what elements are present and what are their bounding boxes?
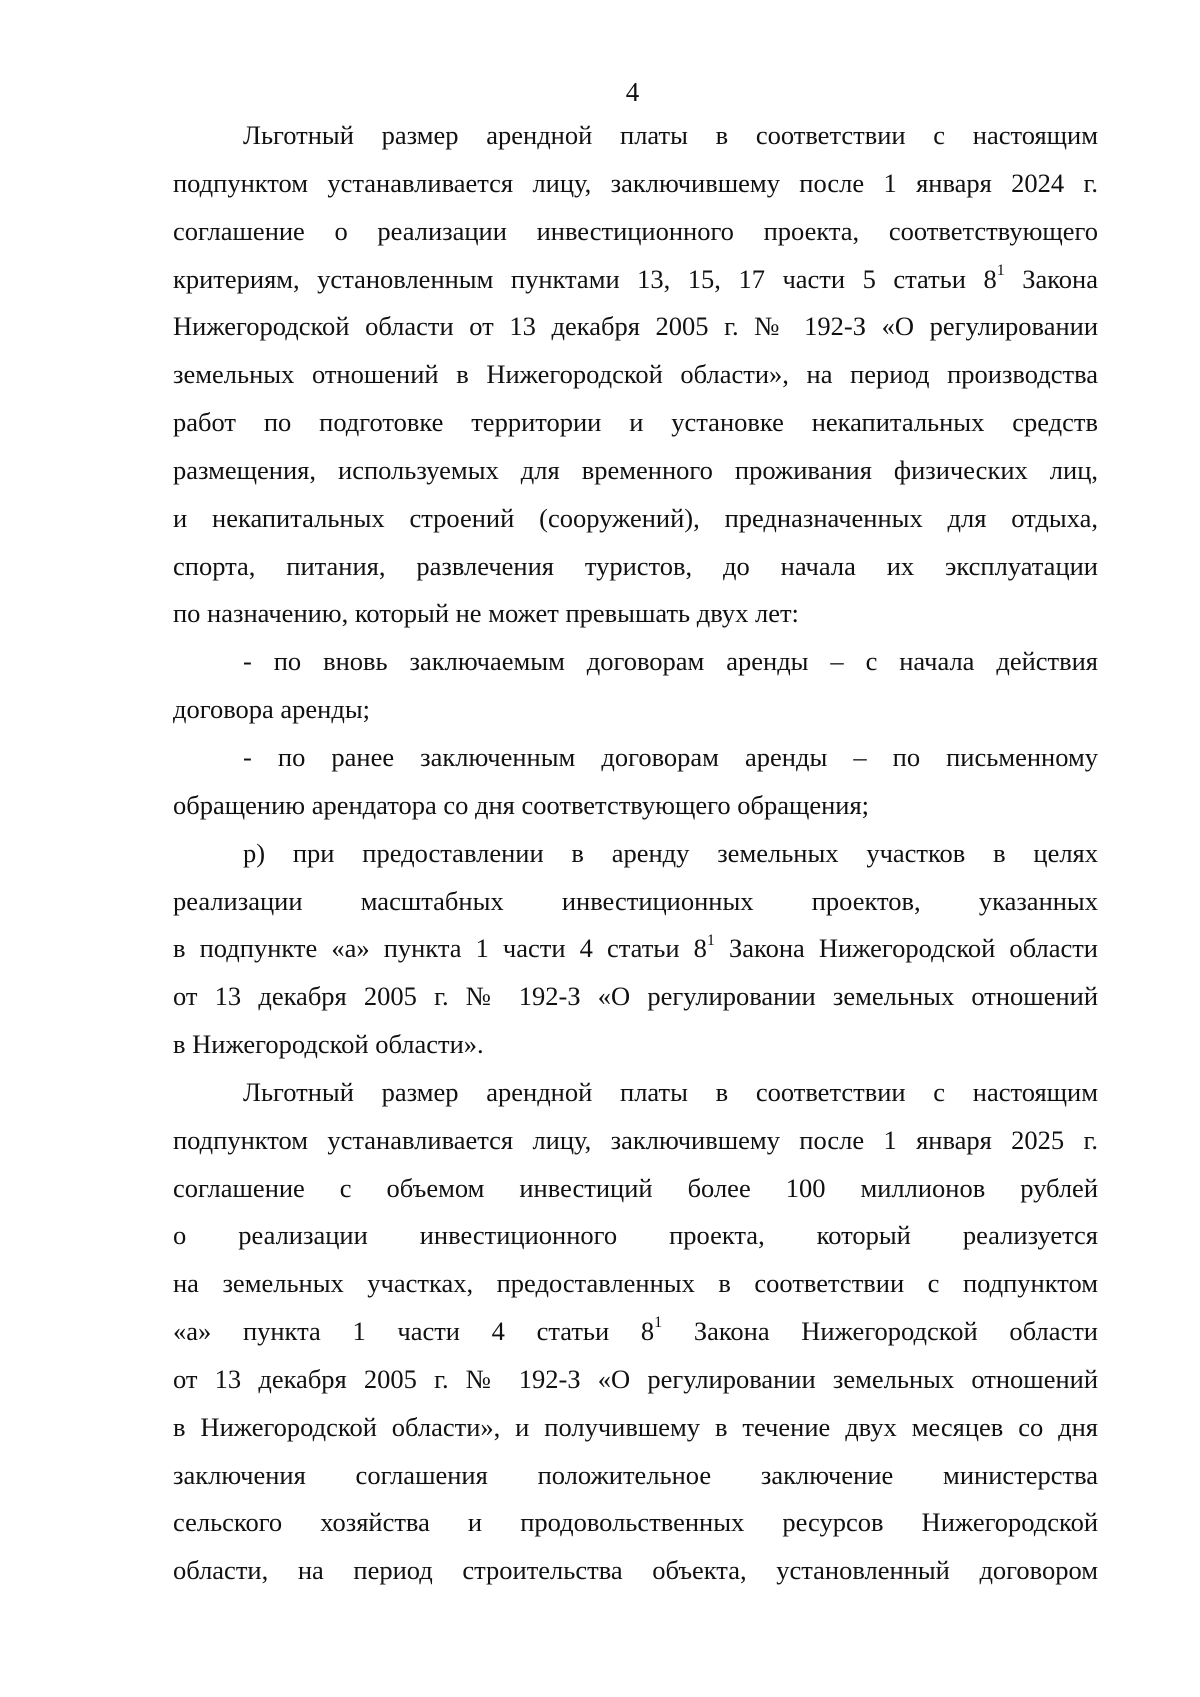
text-line xyxy=(173,924,1098,972)
text-line: договора аренды; xyxy=(173,694,371,725)
text-fragment: «а» пункта 1 части 4 статьи 8 xyxy=(173,1316,655,1347)
text-fragment: Закона Нижегородской области xyxy=(662,1316,1098,1347)
text-line: подпунктом устанавливается лицу, заключившему после 1 января 2025 г. xyxy=(173,1124,1098,1155)
text-line: Льготный размер арендной платы в соответствии с настоящим xyxy=(243,1076,1098,1107)
text-line: в Нижегородской области», и получившему в течение двух месяцев со дня xyxy=(173,1411,1098,1442)
text-line: обращению арендатора со дня соответствующего обращения; xyxy=(173,789,870,820)
superscript: 1 xyxy=(996,261,1005,279)
page-number: 4 xyxy=(625,77,640,107)
text-line: в Нижегородской области». xyxy=(173,1029,484,1060)
body-text xyxy=(173,111,1098,1594)
text-line: о реализации инвестиционного проекта, который реализуется xyxy=(173,1220,1098,1251)
text-line: соглашение о реализации инвестиционного проекта, соответствующего xyxy=(173,215,1098,246)
text-fragment: в подпункте «а» пункта 1 части 4 статьи 8 xyxy=(173,933,707,964)
text-line: по назначению, который не может превышать двух лет: xyxy=(173,598,799,629)
text-line: размещения, используемых для временного проживания физических лиц, xyxy=(173,454,1098,485)
text-line: от 13 декабря 2005 г. № 192-З «О регулировании земельных отношений xyxy=(173,1363,1098,1394)
text-line: р) при предоставлении в аренду земельных участков в целях xyxy=(243,837,1098,868)
text-line: соглашение с объемом инвестиций более 100 миллионов рублей xyxy=(173,1172,1098,1203)
text-line: заключения соглашения положительное заключение министерства xyxy=(173,1459,1098,1490)
text-line: земельных отношений в Нижегородской области», на период производства xyxy=(173,359,1098,390)
text-line: подпунктом устанавливается лицу, заключившему после 1 января 2024 г. xyxy=(173,167,1098,198)
text-line: - по ранее заключенным договорам аренды – по письменному xyxy=(243,741,1098,772)
text-line: от 13 декабря 2005 г. № 192-З «О регулировании земельных отношений xyxy=(173,981,1098,1012)
text-line: сельского хозяйства и продовольственных ресурсов Нижегородской xyxy=(173,1507,1098,1538)
text-line: и некапитальных строений (сооружений), предназначенных для отдыха, xyxy=(173,502,1098,533)
text-line: на земельных участках, предоставленных в соответствии с подпунктом xyxy=(173,1268,1098,1299)
superscript: 1 xyxy=(706,931,715,949)
text-line xyxy=(173,1307,1098,1355)
superscript: 1 xyxy=(654,1314,663,1332)
text-line: спорта, питания, развлечения туристов, до начала их эксплуатации xyxy=(173,550,1098,581)
text-line: Льготный размер арендной платы в соответствии с настоящим xyxy=(243,120,1098,150)
text-line: - по вновь заключаемым договорам аренды – с начала действия xyxy=(243,646,1098,677)
text-line xyxy=(173,255,1098,303)
text-fragment: Закона xyxy=(1004,263,1098,294)
text-line: реализации масштабных инвестиционных проектов, указанных xyxy=(173,885,1098,916)
text-fragment: Закона Нижегородской области xyxy=(714,933,1098,964)
text-line: Нижегородской области от 13 декабря 2005 г. № 192-З «О регулировании xyxy=(173,311,1098,342)
text-line: области, на период строительства объекта, установленный договором xyxy=(173,1555,1098,1586)
text-line: работ по подготовке территории и установке некапитальных средств xyxy=(173,407,1098,438)
text-fragment: критериям, установленным пунктами 13, 15, 17 части 5 статьи 8 xyxy=(173,263,997,294)
